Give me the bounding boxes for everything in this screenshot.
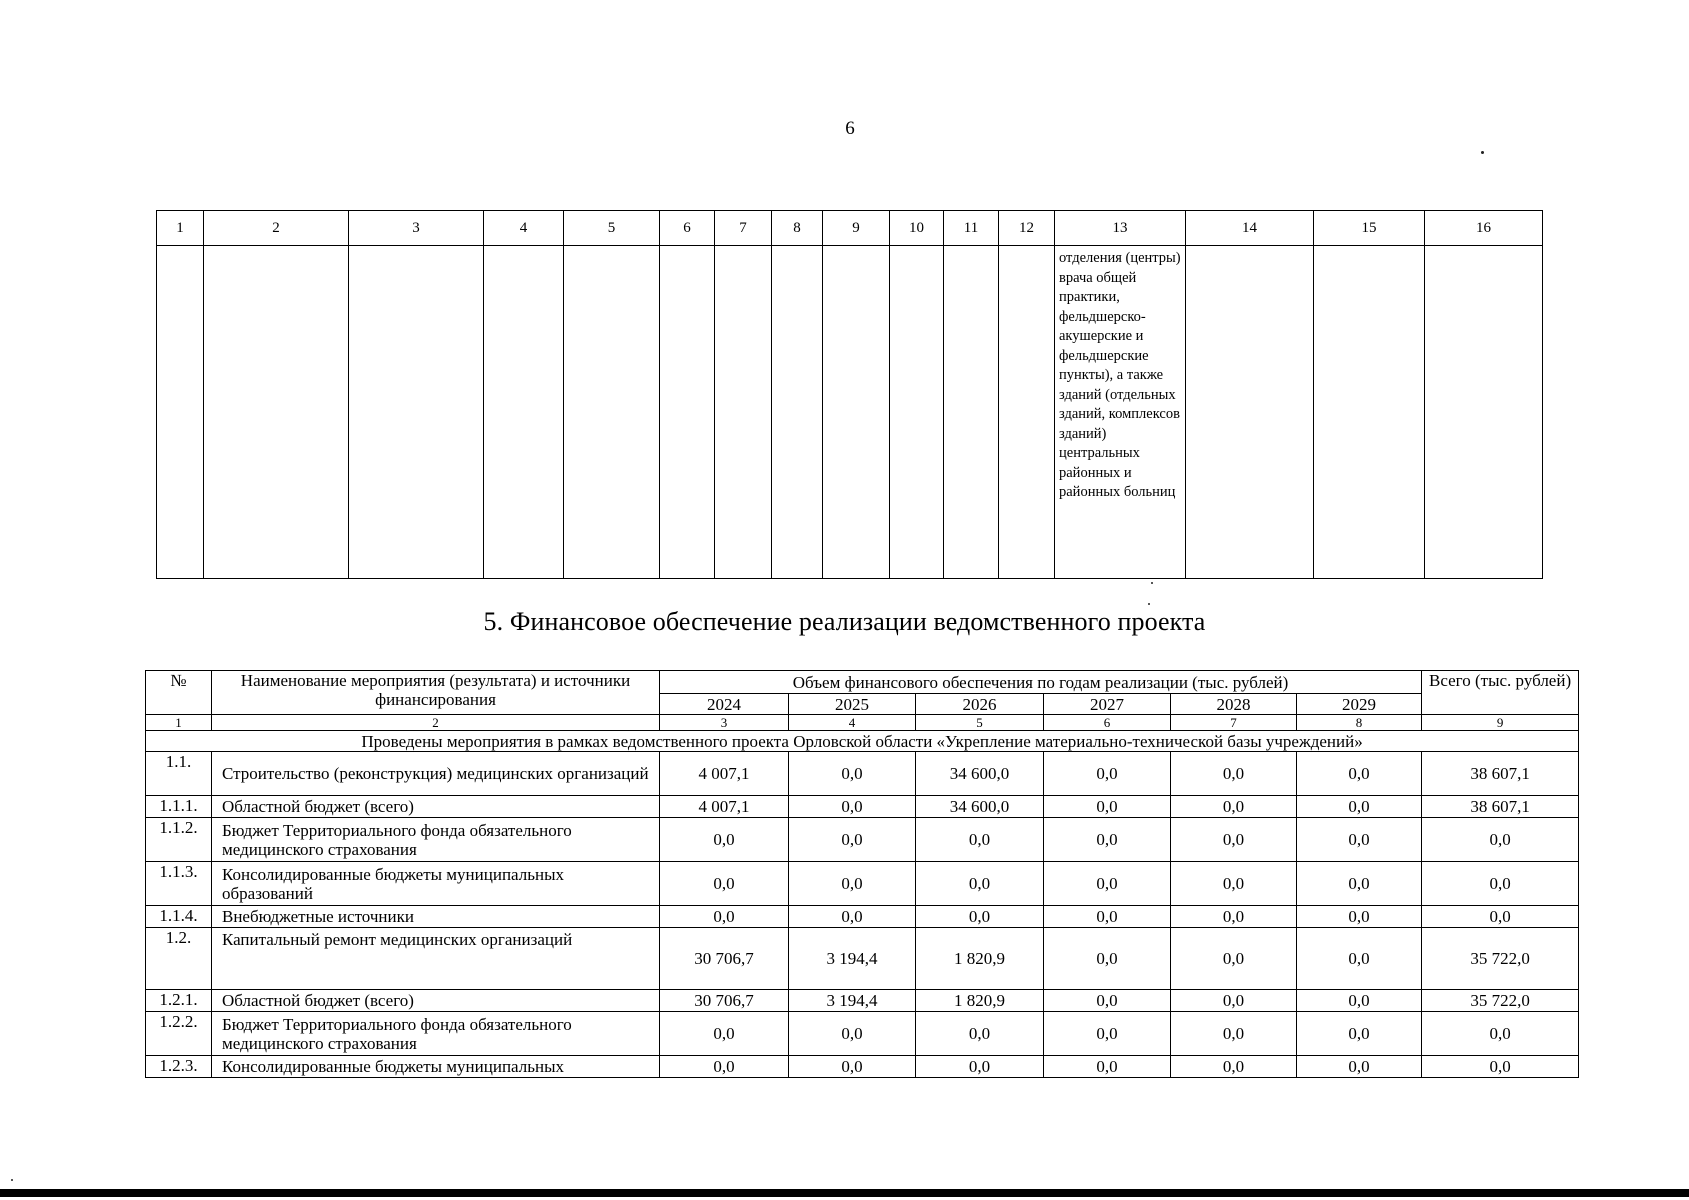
row-value: 0,0 bbox=[1044, 906, 1171, 928]
row-value: 0,0 bbox=[1044, 818, 1171, 862]
row-value: 0,0 bbox=[1171, 818, 1297, 862]
row-value: 0,0 bbox=[1171, 752, 1297, 796]
header-year: 2024 bbox=[660, 694, 789, 715]
row-value: 30 706,7 bbox=[660, 990, 789, 1012]
row-value: 0,0 bbox=[1171, 928, 1297, 990]
row-value: 0,0 bbox=[1171, 990, 1297, 1012]
table-cell bbox=[157, 246, 204, 579]
row-value: 0,0 bbox=[789, 906, 916, 928]
row-name: Областной бюджет (всего) bbox=[212, 796, 660, 818]
table-cell bbox=[484, 246, 564, 579]
row-value: 0,0 bbox=[789, 818, 916, 862]
row-total: 0,0 bbox=[1422, 818, 1579, 862]
table-cell bbox=[1314, 246, 1425, 579]
row-value: 0,0 bbox=[1297, 906, 1422, 928]
row-value: 0,0 bbox=[1044, 928, 1171, 990]
row-value: 0,0 bbox=[789, 1012, 916, 1056]
row-value: 0,0 bbox=[660, 818, 789, 862]
index-cell: 6 bbox=[1044, 715, 1171, 731]
row-value: 0,0 bbox=[916, 1012, 1044, 1056]
index-cell: 5 bbox=[916, 715, 1044, 731]
index-cell: 4 bbox=[789, 715, 916, 731]
page-bottom-border bbox=[0, 1189, 1689, 1197]
row-value: 4 007,1 bbox=[660, 796, 789, 818]
row-value: 34 600,0 bbox=[916, 796, 1044, 818]
row-code: 1.1. bbox=[146, 752, 212, 796]
section-title: 5. Финансовое обеспечение реализации ведомственного проекта bbox=[483, 607, 1206, 636]
row-value: 30 706,7 bbox=[660, 928, 789, 990]
row-name: Бюджет Территориального фонда обязательного медицинского страхования bbox=[212, 818, 660, 862]
table-row bbox=[146, 818, 1579, 862]
row-value: 0,0 bbox=[1297, 862, 1422, 906]
table-row bbox=[146, 906, 1579, 928]
group-row bbox=[146, 731, 1579, 752]
header-year: 2025 bbox=[789, 694, 916, 715]
row-value: 0,0 bbox=[1044, 796, 1171, 818]
row-value: 0,0 bbox=[916, 1056, 1044, 1078]
row-code: 1.2.3. bbox=[146, 1056, 212, 1078]
row-value: 0,0 bbox=[1297, 1056, 1422, 1078]
row-value: 0,0 bbox=[916, 818, 1044, 862]
row-code: 1.1.3. bbox=[146, 862, 212, 906]
row-code: 1.2. bbox=[146, 928, 212, 990]
index-cell: 2 bbox=[212, 715, 660, 731]
row-name: Строительство (реконструкция) медицинских организаций bbox=[212, 752, 660, 796]
row-value: 4 007,1 bbox=[660, 752, 789, 796]
row-value: 0,0 bbox=[1044, 1012, 1171, 1056]
row-code: 1.2.2. bbox=[146, 1012, 212, 1056]
row-name: Капитальный ремонт медицинских организаций bbox=[212, 928, 660, 990]
row-name: Бюджет Территориального фонда обязательного медицинского страхования bbox=[212, 1012, 660, 1056]
column-number: 2 bbox=[204, 211, 349, 246]
row-total: 35 722,0 bbox=[1422, 990, 1579, 1012]
row-name: Областной бюджет (всего) bbox=[212, 990, 660, 1012]
row-total: 38 607,1 bbox=[1422, 752, 1579, 796]
header-year: 2026 bbox=[916, 694, 1044, 715]
table-row bbox=[146, 990, 1579, 1012]
table-cell bbox=[660, 246, 715, 579]
continuation-table bbox=[156, 210, 1543, 579]
scan-artifact-dot bbox=[11, 1179, 13, 1181]
row-name: Консолидированные бюджеты муниципальных bbox=[212, 1056, 660, 1078]
column-number: 3 bbox=[349, 211, 484, 246]
table-cell bbox=[204, 246, 349, 579]
table-row bbox=[146, 1012, 1579, 1056]
row-value: 0,0 bbox=[1171, 796, 1297, 818]
row-total: 0,0 bbox=[1422, 1056, 1579, 1078]
column-number: 15 bbox=[1314, 211, 1425, 246]
index-cell: 7 bbox=[1171, 715, 1297, 731]
row-value: 0,0 bbox=[660, 1056, 789, 1078]
table-cell bbox=[1425, 246, 1543, 579]
row-value: 0,0 bbox=[789, 796, 916, 818]
row-code: 1.1.1. bbox=[146, 796, 212, 818]
column-number: 4 bbox=[484, 211, 564, 246]
row-value: 1 820,9 bbox=[916, 928, 1044, 990]
header-year: 2028 bbox=[1171, 694, 1297, 715]
table-row bbox=[146, 928, 1579, 990]
table-cell bbox=[944, 246, 999, 579]
row-value: 0,0 bbox=[1044, 862, 1171, 906]
table-row bbox=[146, 796, 1579, 818]
column-number-row bbox=[157, 211, 1543, 246]
column-number: 10 bbox=[890, 211, 944, 246]
index-cell: 9 bbox=[1422, 715, 1579, 731]
column-number: 6 bbox=[660, 211, 715, 246]
row-value: 0,0 bbox=[1297, 1012, 1422, 1056]
column-number: 5 bbox=[564, 211, 660, 246]
row-value: 0,0 bbox=[1171, 1056, 1297, 1078]
header-year: 2029 bbox=[1297, 694, 1422, 715]
column-number: 7 bbox=[715, 211, 772, 246]
row-code: 1.2.1. bbox=[146, 990, 212, 1012]
row-code: 1.1.2. bbox=[146, 818, 212, 862]
column-number: 8 bbox=[772, 211, 823, 246]
column-number: 16 bbox=[1425, 211, 1543, 246]
scan-artifact-dot bbox=[1148, 603, 1150, 605]
row-total: 0,0 bbox=[1422, 1012, 1579, 1056]
group-title: Проведены мероприятия в рамках ведомственного проекта Орловской области «Укрепление материально-технической базы учреждений» bbox=[146, 731, 1579, 752]
row-value: 0,0 bbox=[1044, 990, 1171, 1012]
row-value: 0,0 bbox=[916, 862, 1044, 906]
row-value: 0,0 bbox=[660, 862, 789, 906]
table-cell bbox=[349, 246, 484, 579]
row-value: 0,0 bbox=[1171, 906, 1297, 928]
table-cell bbox=[999, 246, 1055, 579]
row-value: 0,0 bbox=[789, 1056, 916, 1078]
row-value: 0,0 bbox=[1297, 818, 1422, 862]
row-total: 35 722,0 bbox=[1422, 928, 1579, 990]
table-cell bbox=[1055, 246, 1186, 579]
table-cell bbox=[890, 246, 944, 579]
scan-artifact-dot bbox=[1481, 151, 1484, 154]
row-total: 0,0 bbox=[1422, 862, 1579, 906]
table-cell bbox=[715, 246, 772, 579]
table-cell bbox=[564, 246, 660, 579]
column-number: 11 bbox=[944, 211, 999, 246]
row-value: 1 820,9 bbox=[916, 990, 1044, 1012]
row-value: 0,0 bbox=[1297, 752, 1422, 796]
row-total: 0,0 bbox=[1422, 906, 1579, 928]
index-cell: 3 bbox=[660, 715, 789, 731]
index-cell: 8 bbox=[1297, 715, 1422, 731]
header-total: Всего (тыс. рублей) bbox=[1422, 671, 1579, 715]
index-cell: 1 bbox=[146, 715, 212, 731]
row-code: 1.1.4. bbox=[146, 906, 212, 928]
table-row bbox=[146, 752, 1579, 796]
row-value: 0,0 bbox=[1297, 796, 1422, 818]
finance-table bbox=[145, 670, 1579, 1078]
column-number: 13 bbox=[1055, 211, 1186, 246]
row-value: 0,0 bbox=[1171, 862, 1297, 906]
column-number: 12 bbox=[999, 211, 1055, 246]
page-number: 6 bbox=[845, 118, 855, 139]
row-value: 0,0 bbox=[1044, 1056, 1171, 1078]
header-name: Наименование мероприятия (результата) и источники финансирования bbox=[212, 671, 660, 715]
row-name: Внебюджетные источники bbox=[212, 906, 660, 928]
col13-text: отделения (центры) врача общей практики, фельдшерско-акушерские и фельдшерские пункты), а также зданий (отдельных зданий, комплексов зданий) центральных районных и районных больниц bbox=[1059, 250, 1181, 500]
row-value: 0,0 bbox=[1297, 990, 1422, 1012]
index-row bbox=[146, 715, 1579, 731]
row-value: 34 600,0 bbox=[916, 752, 1044, 796]
column-number: 9 bbox=[823, 211, 890, 246]
table-row bbox=[146, 862, 1579, 906]
column-number: 1 bbox=[157, 211, 204, 246]
table-cell bbox=[823, 246, 890, 579]
scan-artifact-dot bbox=[1151, 582, 1153, 584]
header-year: 2027 bbox=[1044, 694, 1171, 715]
header-num: № bbox=[146, 671, 212, 715]
row-name: Консолидированные бюджеты муниципальных образований bbox=[212, 862, 660, 906]
row-total: 38 607,1 bbox=[1422, 796, 1579, 818]
table-cell bbox=[772, 246, 823, 579]
row-value: 3 194,4 bbox=[789, 990, 916, 1012]
row-value: 3 194,4 bbox=[789, 928, 916, 990]
row-value: 0,0 bbox=[1297, 928, 1422, 990]
row-value: 0,0 bbox=[660, 1012, 789, 1056]
row-value: 0,0 bbox=[1044, 752, 1171, 796]
row-value: 0,0 bbox=[916, 906, 1044, 928]
header-row bbox=[146, 671, 1579, 694]
continuation-body-row bbox=[157, 246, 1543, 579]
column-number: 14 bbox=[1186, 211, 1314, 246]
table-row bbox=[146, 1056, 1579, 1078]
header-volume: Объем финансового обеспечения по годам реализации (тыс. рублей) bbox=[660, 671, 1422, 694]
row-value: 0,0 bbox=[789, 862, 916, 906]
row-value: 0,0 bbox=[660, 906, 789, 928]
row-value: 0,0 bbox=[789, 752, 916, 796]
row-value: 0,0 bbox=[1171, 1012, 1297, 1056]
table-cell bbox=[1186, 246, 1314, 579]
